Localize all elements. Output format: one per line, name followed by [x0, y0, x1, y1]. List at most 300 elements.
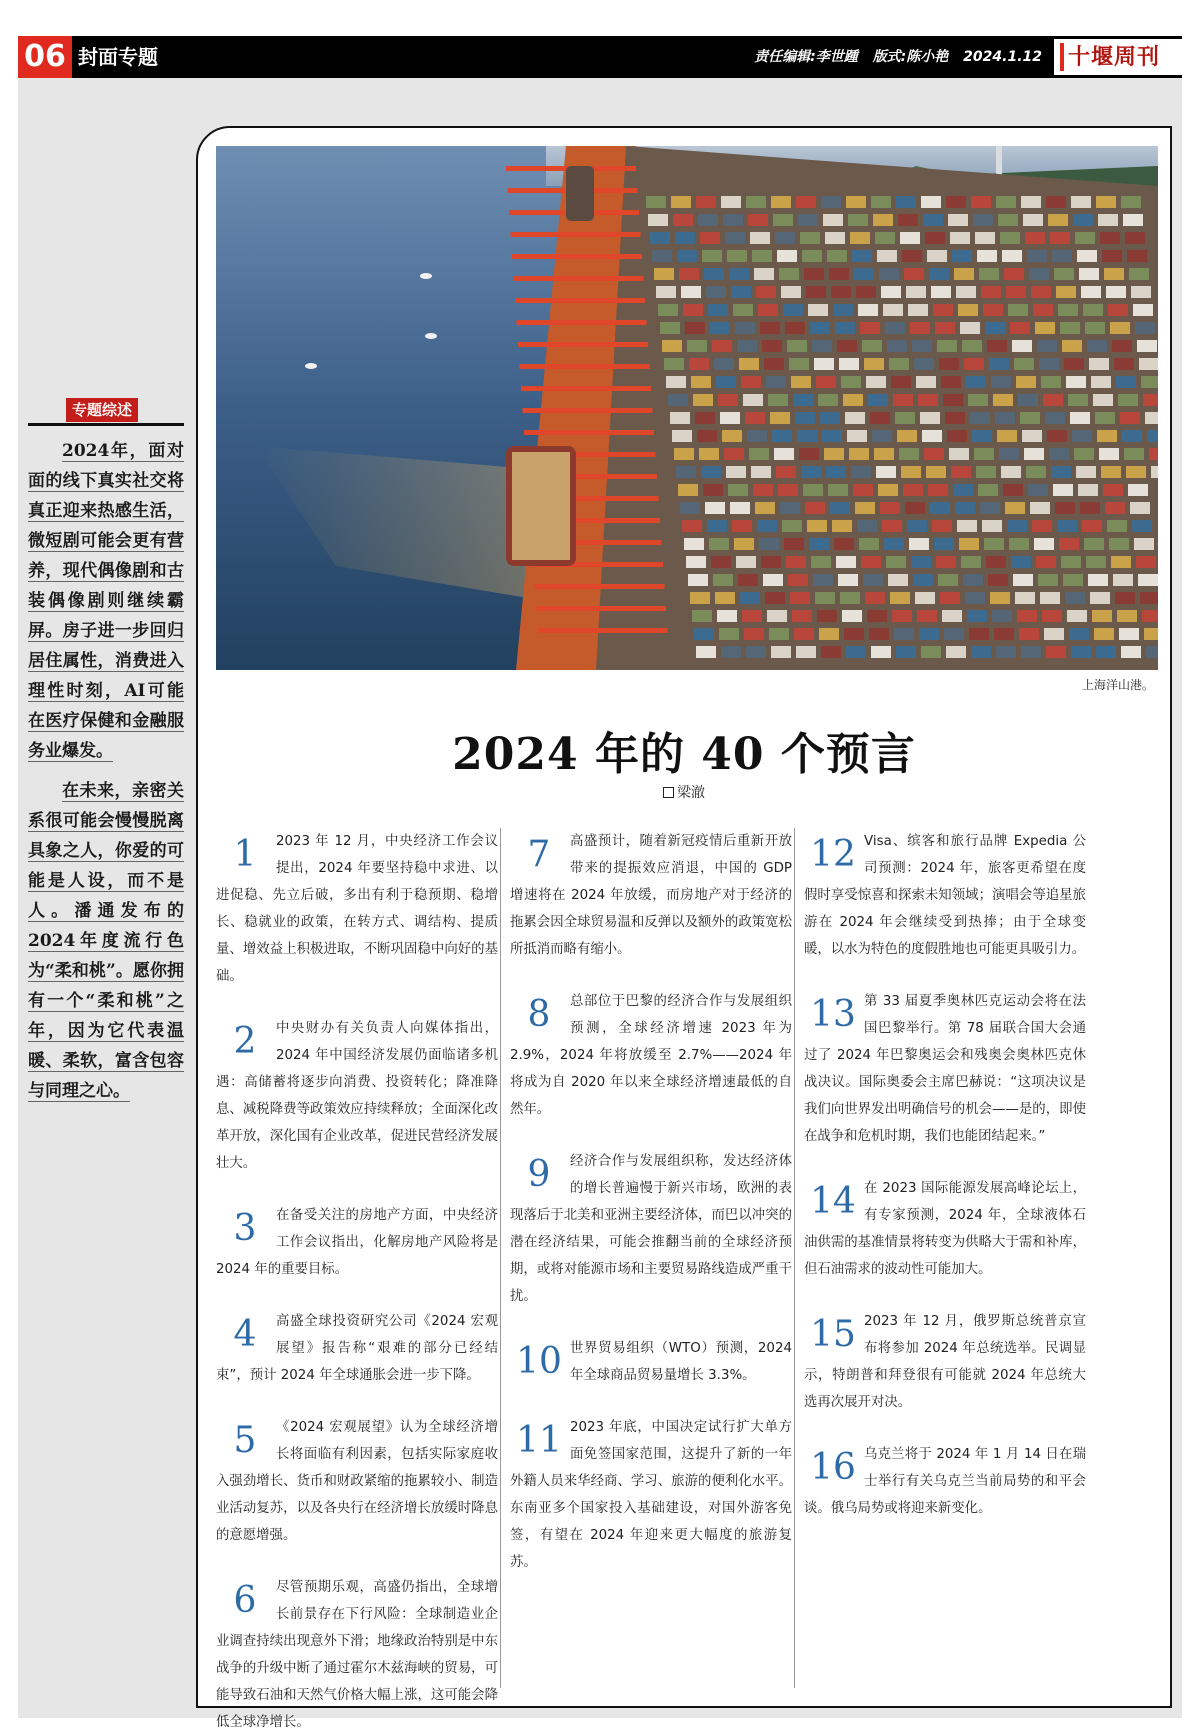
container-stack [811, 556, 831, 568]
container-stack [867, 610, 887, 622]
container-stack [911, 556, 931, 568]
container-stack [859, 538, 879, 550]
container-stack [780, 502, 800, 514]
container-stack [699, 448, 719, 460]
container-stack [940, 592, 960, 604]
port-photo [216, 146, 1158, 670]
container-stack [1108, 304, 1128, 316]
container-stack [907, 520, 927, 532]
container-stack [733, 304, 753, 316]
prediction-item [510, 1335, 792, 1389]
container-stack [792, 610, 812, 622]
container-stack [904, 268, 924, 280]
container-stack [821, 196, 841, 208]
container-stack [951, 466, 971, 478]
container-stack [971, 196, 991, 208]
crane [523, 408, 653, 413]
container-stack [712, 340, 732, 352]
prediction-text: 经济合作与发展组织称，发达经济体的增长普遍慢于新兴市场，欧洲的表现落后于北美和亚洲主要经济体，而巴以冲突的潜在经济结果，可能会推翻当前的全球经济预期，或将对能源市场和主要贸易路线造成严重干扰。 [510, 1154, 792, 1304]
container-stack [903, 484, 923, 496]
container-stack [796, 646, 816, 658]
article-column-2 [510, 828, 792, 1576]
editor-credit: 责任编辑:李世踵 [754, 49, 858, 65]
container-stack [816, 376, 836, 388]
container-stack [922, 430, 942, 442]
prediction-number: 9 [527, 1154, 551, 1195]
container-stack [932, 520, 952, 532]
container-stack [813, 574, 833, 586]
container-stack [920, 412, 940, 424]
container-stack [966, 376, 986, 388]
container-stack [967, 610, 987, 622]
crane [521, 386, 651, 391]
container-stack [1126, 466, 1146, 478]
container-stack [977, 250, 997, 262]
container-stack [885, 322, 905, 334]
container-stack [834, 538, 854, 550]
container-stack [719, 628, 739, 640]
prediction-text: 总部位于巴黎的经济合作与发展组织预测，全球经济增速 2023 年为 2.9%，2024 年将放缓至 2.7%——2024 年将成为自 2020 年以来全球经济增速最低的自然年。 [510, 994, 792, 1117]
container-stack [831, 286, 851, 298]
container-stack [1064, 358, 1084, 370]
container-stack [1042, 610, 1062, 622]
container-stack [956, 286, 976, 298]
prediction-text: 《2024 宏观展望》认为全球经济增长将面临有利因素，包括实际家庭收入强劲增长、货币和财政紧缩的拖累较小、制造业活动复苏，以及各央行在经济增长放缓时降息的意愿增强。 [216, 1420, 498, 1543]
container-stack [976, 466, 996, 478]
container-stack [757, 520, 777, 532]
container-stack [1086, 556, 1106, 568]
container-stack [1097, 430, 1117, 442]
container-stack [919, 628, 939, 640]
container-stack [1111, 556, 1131, 568]
container-stack [993, 394, 1013, 406]
container-stack [723, 214, 743, 226]
container-stack [1094, 628, 1114, 640]
container-stack [1095, 412, 1115, 424]
container-stack [948, 214, 968, 226]
container-stack [949, 448, 969, 460]
container-stack [978, 484, 998, 496]
container-stack [863, 574, 883, 586]
container-stack [861, 556, 881, 568]
container-stack [1029, 268, 1049, 280]
container-stack [660, 322, 680, 334]
container-stack [1019, 628, 1039, 640]
container-stack [985, 322, 1005, 334]
cargo-ship [566, 166, 594, 221]
container-stack [1082, 520, 1102, 532]
container-stack [725, 232, 745, 244]
container-stack [1066, 376, 1086, 388]
container-stack [953, 484, 973, 496]
container-stack [684, 538, 704, 550]
container-stack [1137, 340, 1157, 352]
section-title: 封面专题 [78, 45, 158, 69]
container-stack [840, 592, 860, 604]
container-stack [1005, 502, 1025, 514]
container-stack [681, 286, 701, 298]
container-stack [1007, 520, 1027, 532]
container-stack [900, 232, 920, 244]
container-stack [686, 556, 706, 568]
container-stack [818, 394, 838, 406]
container-stack [772, 430, 792, 442]
container-stack [972, 430, 992, 442]
container-stack [846, 196, 866, 208]
container-stack [690, 592, 710, 604]
container-stack [1142, 610, 1158, 622]
crane [517, 320, 647, 325]
container-stack [793, 394, 813, 406]
container-stack [1102, 250, 1122, 262]
container-stack [1085, 322, 1105, 334]
container-stack [687, 340, 707, 352]
container-stack [1135, 322, 1155, 334]
column-rule [500, 828, 501, 1688]
prediction-number: 4 [233, 1314, 257, 1355]
container-stack [1034, 538, 1054, 550]
container-stack [1051, 466, 1071, 478]
container-stack [1062, 340, 1082, 352]
container-stack [1036, 556, 1056, 568]
container-stack [1134, 538, 1154, 550]
container-stack [1032, 520, 1052, 532]
container-stack [828, 484, 848, 496]
container-stack [998, 214, 1018, 226]
container-stack [1096, 646, 1116, 658]
container-stack [791, 376, 811, 388]
container-stack [731, 286, 751, 298]
container-stack [786, 556, 806, 568]
container-stack [1105, 502, 1125, 514]
container-stack [761, 556, 781, 568]
container-stack [917, 610, 937, 622]
container-stack [960, 322, 980, 334]
prediction-text: 乌克兰将于 2024 年 1 月 14 日在瑞士举行有关乌克兰当前局势的和平会谈。俄乌局势或将迎来新变化。 [804, 1447, 1086, 1516]
container-stack [1125, 232, 1145, 244]
container-stack [702, 250, 722, 262]
container-stack [736, 556, 756, 568]
container-stack [946, 196, 966, 208]
container-stack [987, 340, 1007, 352]
container-stack [1120, 412, 1140, 424]
container-stack [692, 610, 712, 622]
container-stack [1055, 502, 1075, 514]
container-stack [685, 322, 705, 334]
container-stack [933, 304, 953, 316]
container-stack [670, 412, 690, 424]
container-stack [994, 628, 1014, 640]
container-stack [1149, 448, 1158, 460]
container-stack [654, 268, 674, 280]
container-stack [765, 592, 785, 604]
container-stack [827, 250, 847, 262]
container-stack [1151, 466, 1158, 478]
masthead-accent [1060, 43, 1064, 71]
container-stack [839, 358, 859, 370]
container-stack [1040, 592, 1060, 604]
container-stack [944, 628, 964, 640]
container-stack [975, 232, 995, 244]
container-stack [1065, 592, 1085, 604]
container-stack [650, 232, 670, 244]
container-stack [1006, 286, 1026, 298]
prediction-number: 2 [233, 1021, 257, 1062]
crane [535, 584, 665, 589]
container-stack [1088, 574, 1108, 586]
container-stack [741, 376, 761, 388]
prediction-text: 第 33 届夏季奥林匹克运动会将在法国巴黎举行。第 78 届联合国大会通过了 2024 年巴黎奥运会和残奥会奥林匹克休战决议。国际奥委会主席巴赫说：“这项决议是我们向世界发出明确信号的机会——是的，即使在战争和危机时期，我们也能团结起来。” [804, 994, 1086, 1144]
prediction-number: 11 [516, 1420, 562, 1461]
container-stack [796, 196, 816, 208]
container-stack [746, 646, 766, 658]
container-stack [1113, 574, 1133, 586]
container-stack [1087, 340, 1107, 352]
container-stack [880, 502, 900, 514]
container-stack [810, 322, 830, 334]
container-stack [721, 646, 741, 658]
container-stack [980, 502, 1000, 514]
container-stack [1106, 286, 1126, 298]
prediction-item [804, 1441, 1086, 1522]
container-stack [968, 394, 988, 406]
tug-boat [305, 363, 317, 369]
container-stack [892, 610, 912, 622]
container-stack [1048, 214, 1068, 226]
container-stack [1133, 304, 1153, 316]
container-stack [1011, 556, 1031, 568]
container-stack [783, 304, 803, 316]
container-stack [1027, 250, 1047, 262]
container-stack [836, 556, 856, 568]
container-stack [939, 358, 959, 370]
container-stack [767, 610, 787, 622]
prediction-text: 高盛全球投资研究公司《2024 宏观展望》报告称“艰难的部分已经结束”，预计 2024 年全球通胀会进一步下降。 [216, 1314, 498, 1383]
container-stack [726, 466, 746, 478]
container-stack [843, 394, 863, 406]
container-stack [830, 502, 850, 514]
container-stack [879, 268, 899, 280]
container-stack [938, 574, 958, 586]
container-stack [874, 448, 894, 460]
container-stack [860, 322, 880, 334]
container-stack [824, 448, 844, 460]
container-stack [981, 286, 1001, 298]
container-stack [934, 538, 954, 550]
container-stack [1041, 376, 1061, 388]
container-stack [750, 232, 770, 244]
container-stack [676, 466, 696, 478]
container-stack [849, 448, 869, 460]
prediction-text: 在备受关注的房地产方面，中央经济工作会议指出，化解房地产风险将是 2024 年的重要目标。 [216, 1208, 498, 1277]
container-stack [958, 304, 978, 316]
container-stack [1080, 502, 1100, 514]
container-stack [1124, 448, 1144, 460]
container-stack [693, 394, 713, 406]
crane [518, 342, 648, 347]
container-stack [1145, 412, 1158, 424]
container-stack [1033, 304, 1053, 316]
container-stack [887, 340, 907, 352]
sidebar-paragraph: 2024年，面对面的线下真实社交将真正迎来热感生活，微短剧可能会更有营养，现代偶像剧和古装偶像剧则继续霸屏。房子进一步回归居住属性，消费进入理性时刻，AI可能在医疗保健和金融服务业爆发。 [28, 441, 184, 761]
container-stack [760, 322, 780, 334]
container-stack [965, 592, 985, 604]
sidebar-heading [28, 398, 184, 426]
container-stack [697, 430, 717, 442]
container-stack [947, 430, 967, 442]
container-stack [700, 232, 720, 244]
container-stack [937, 340, 957, 352]
container-stack [1052, 250, 1072, 262]
container-stack [742, 610, 762, 622]
container-stack [890, 592, 910, 604]
container-stack [886, 556, 906, 568]
container-stack [872, 430, 892, 442]
container-stack [1021, 646, 1041, 658]
container-stack [769, 628, 789, 640]
container-stack [1014, 358, 1034, 370]
container-stack [652, 250, 672, 262]
container-stack [913, 574, 933, 586]
prediction-item [216, 1308, 498, 1389]
container-stack [973, 214, 993, 226]
container-stack [857, 520, 877, 532]
container-stack [871, 196, 891, 208]
container-stack [1144, 628, 1158, 640]
prediction-number: 5 [233, 1420, 257, 1461]
container-stack [709, 538, 729, 550]
container-stack [988, 574, 1008, 586]
container-stack [746, 196, 766, 208]
container-stack [1028, 484, 1048, 496]
container-stack [1020, 412, 1040, 424]
container-stack [1063, 574, 1083, 586]
container-stack [766, 376, 786, 388]
container-stack [1090, 592, 1110, 604]
container-stack [695, 412, 715, 424]
container-stack [668, 394, 688, 406]
container-stack [908, 304, 928, 316]
container-stack [694, 628, 714, 640]
container-stack [794, 628, 814, 640]
container-stack [696, 196, 716, 208]
container-stack [1060, 322, 1080, 334]
container-stack [852, 250, 872, 262]
container-stack [1022, 430, 1042, 442]
container-stack [755, 502, 775, 514]
container-stack [759, 538, 779, 550]
container-stack [804, 268, 824, 280]
container-stack [1096, 196, 1116, 208]
prediction-item [804, 1175, 1086, 1283]
container-stack [703, 484, 723, 496]
container-stack [878, 484, 898, 496]
author-name: 梁澈 [677, 785, 705, 801]
container-stack [727, 250, 747, 262]
container-stack [928, 484, 948, 496]
container-stack [1030, 502, 1050, 514]
container-stack [648, 214, 668, 226]
container-stack [771, 196, 791, 208]
container-stack [1035, 322, 1055, 334]
container-stack [1018, 394, 1038, 406]
ship-deck [512, 452, 570, 560]
container-stack [704, 268, 724, 280]
container-stack [918, 394, 938, 406]
container-stack [679, 268, 699, 280]
container-stack [715, 592, 735, 604]
container-stack [1069, 628, 1089, 640]
container-stack [1009, 538, 1029, 550]
container-stack [774, 448, 794, 460]
crane [512, 254, 642, 259]
container-stack [914, 358, 934, 370]
container-stack [842, 610, 862, 622]
container-stack [838, 574, 858, 586]
container-stack [897, 430, 917, 442]
container-stack [675, 232, 695, 244]
prediction-item [804, 988, 1086, 1150]
container-stack [854, 268, 874, 280]
container-stack [691, 376, 711, 388]
prediction-item [216, 1414, 498, 1549]
container-stack [1045, 412, 1065, 424]
container-stack [800, 232, 820, 244]
container-stack [1059, 538, 1079, 550]
container-stack [905, 502, 925, 514]
container-stack [832, 520, 852, 532]
container-stack [1122, 430, 1142, 442]
prediction-item [804, 1308, 1086, 1416]
container-stack [858, 304, 878, 316]
container-stack [921, 196, 941, 208]
container-stack [1117, 610, 1137, 622]
container-stack [1107, 520, 1127, 532]
container-stack [790, 592, 810, 604]
container-stack [970, 412, 990, 424]
container-stack [1074, 448, 1094, 460]
container-stack [710, 322, 730, 334]
container-stack [1129, 268, 1149, 280]
container-stack [876, 466, 896, 478]
container-stack [931, 286, 951, 298]
container-stack [942, 610, 962, 622]
container-stack [926, 466, 946, 478]
prediction-number: 1 [233, 834, 257, 875]
container-stack [673, 214, 693, 226]
container-stack [787, 340, 807, 352]
container-stack [1141, 376, 1158, 388]
container-stack [820, 412, 840, 424]
container-stack [837, 340, 857, 352]
summary-sidebar [28, 398, 184, 1106]
container-stack [821, 646, 841, 658]
container-stack [936, 556, 956, 568]
container-stack [677, 250, 697, 262]
container-stack [656, 286, 676, 298]
article-byline [198, 782, 1170, 802]
container-stack [1078, 484, 1098, 496]
container-stack [748, 214, 768, 226]
prediction-item [510, 828, 792, 963]
crane [511, 232, 641, 237]
byline-box [663, 787, 674, 798]
container-stack [909, 538, 929, 550]
container-stack [1130, 502, 1150, 514]
container-stack [888, 574, 908, 586]
container-stack [1123, 214, 1143, 226]
container-stack [672, 430, 692, 442]
